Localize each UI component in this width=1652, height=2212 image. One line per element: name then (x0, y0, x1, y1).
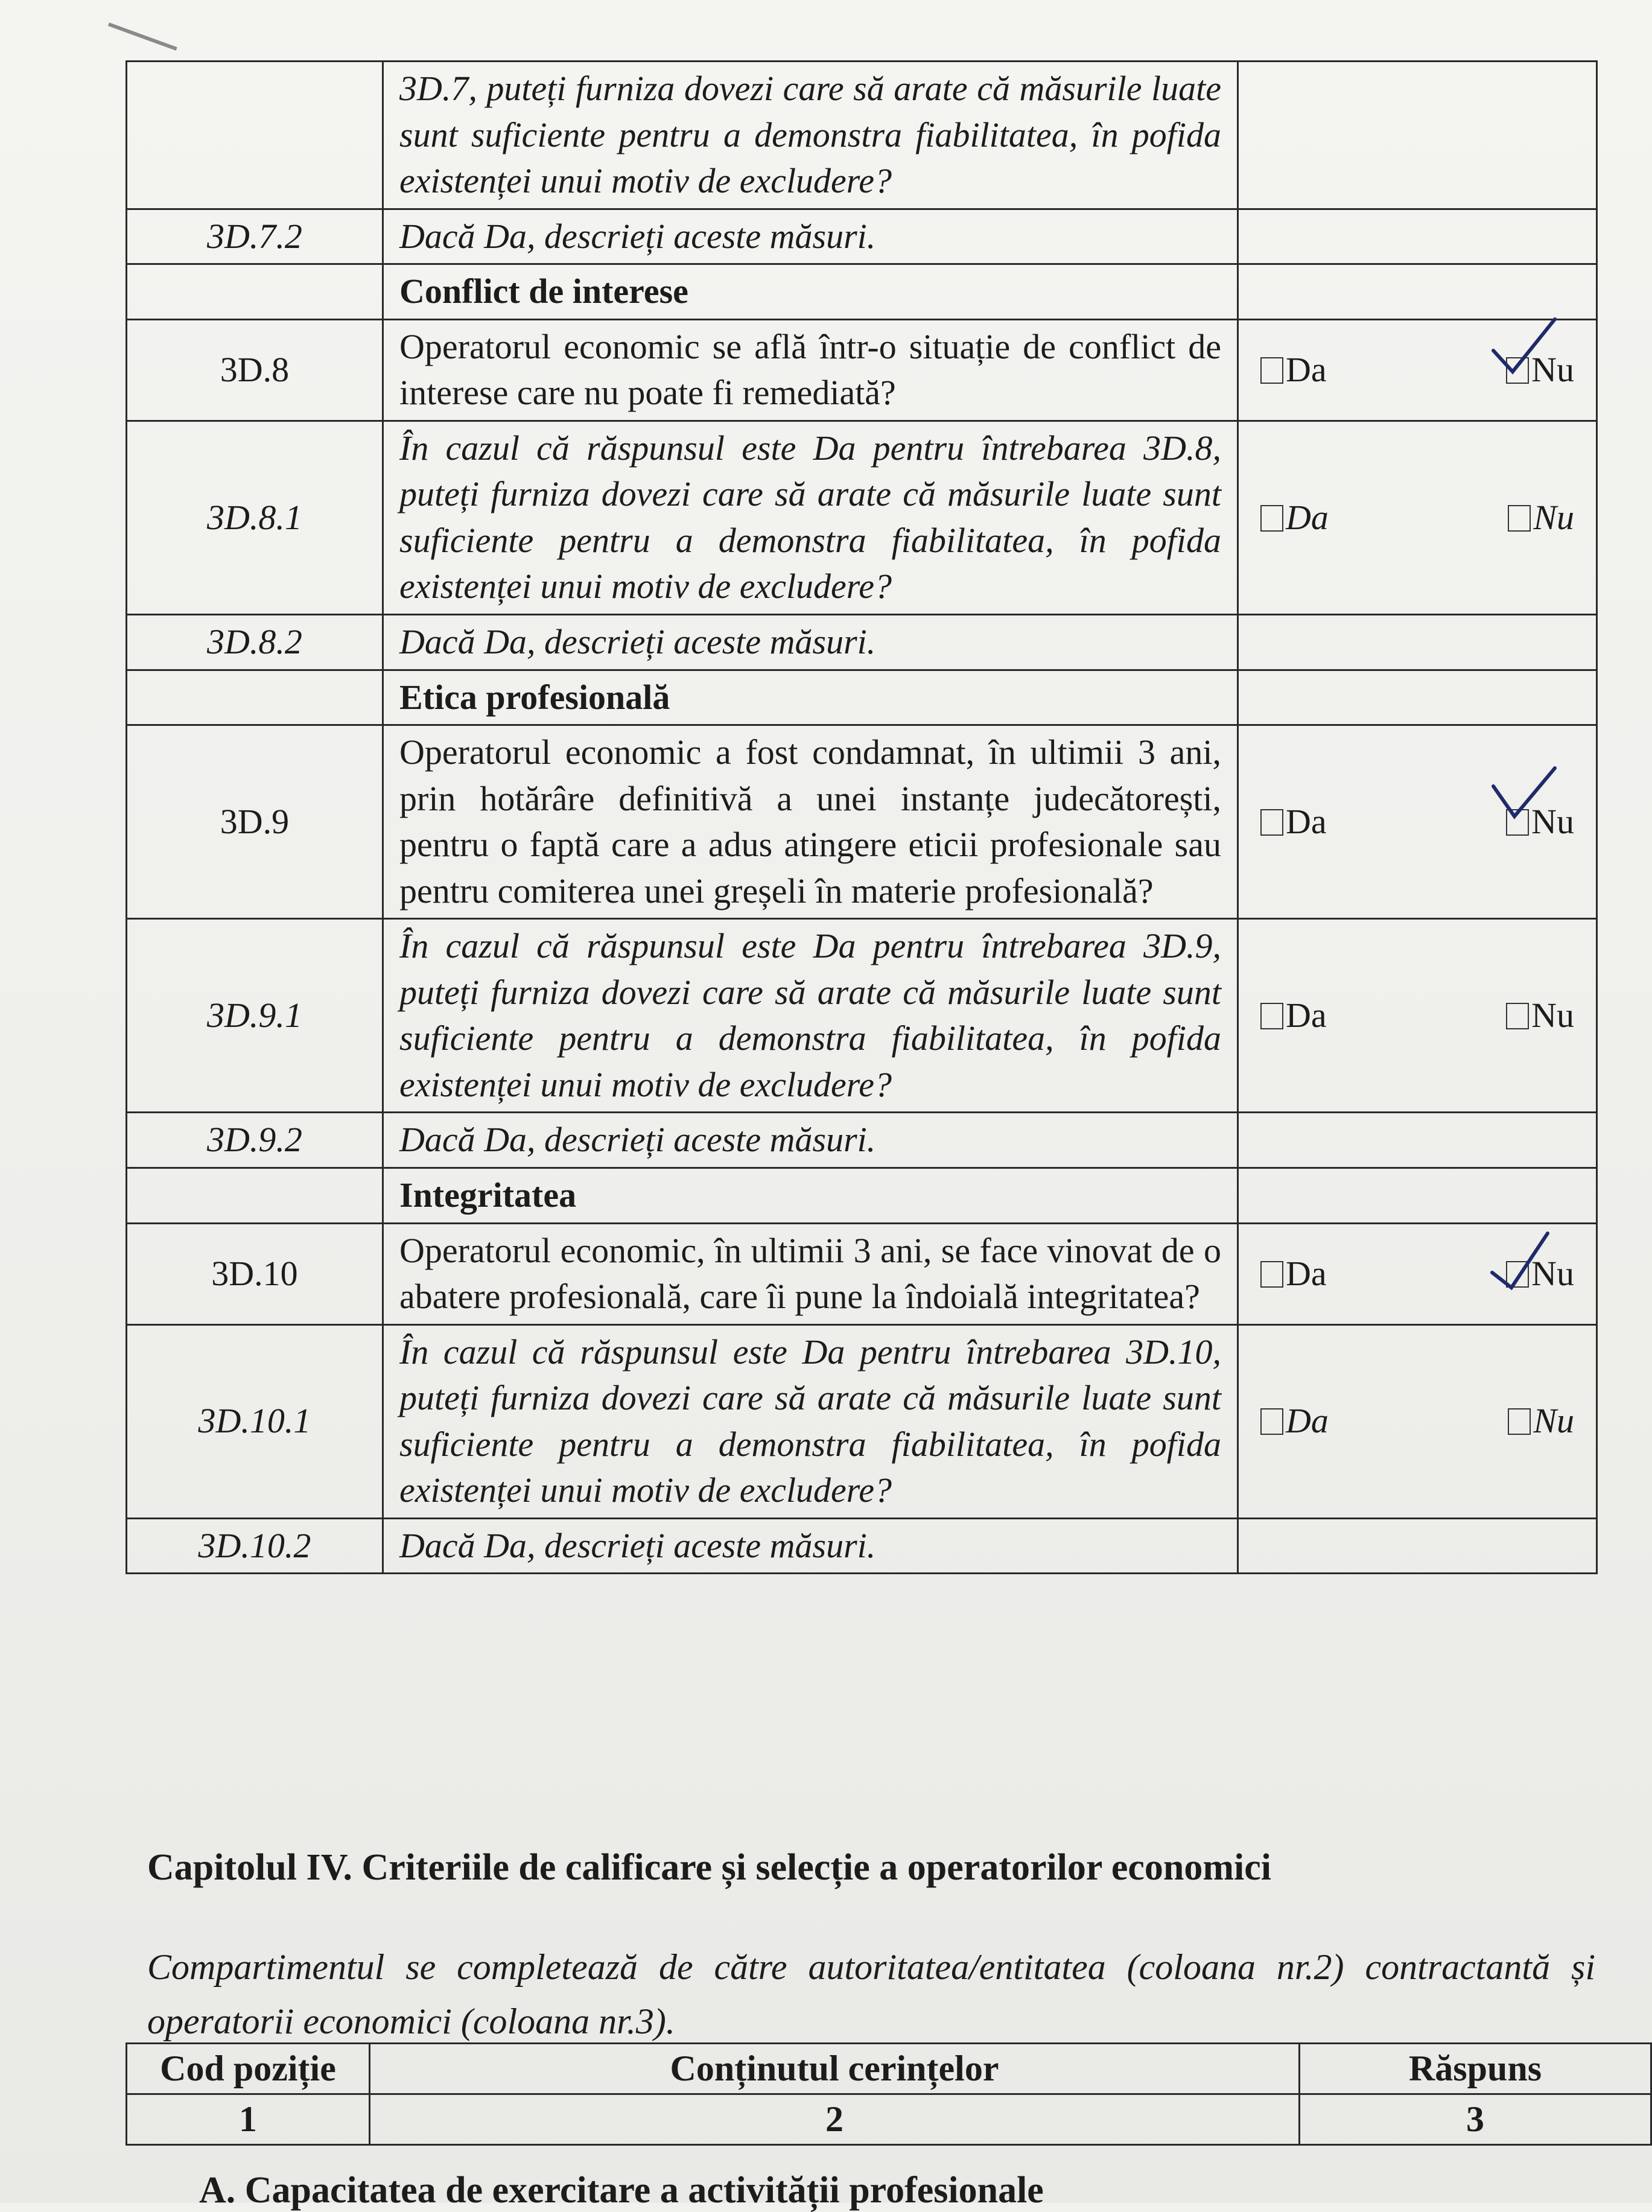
column-header: Cod poziție (127, 2044, 370, 2094)
section-heading-row (127, 264, 1597, 320)
column-header: Conținutul cerințelor (370, 2044, 1300, 2094)
no-option[interactable]: Nu (1506, 1251, 1574, 1297)
table-row (127, 919, 1597, 1113)
section-heading-row (127, 670, 1597, 725)
row-code (127, 62, 383, 209)
column-number: 2 (370, 2094, 1300, 2145)
chapter-title: Capitolul IV. Criteriile de calificare și selecție a operatorilor economici (147, 1847, 1271, 1888)
answer-cell (1238, 62, 1597, 209)
row-question: Operatorul economic se află într-o situație de conflict de interese care nu poate fi remediată? (383, 319, 1238, 421)
column-number-row (127, 2094, 1651, 2145)
yes-option[interactable]: Da (1260, 1398, 1329, 1444)
chapter-note: Compartimentul se completează de către autoritatea/entitatea (coloana nr.2) contractantă și operatorii economici (coloana nr.3). (147, 1947, 1595, 2041)
section-heading: Integritatea (383, 1168, 1238, 1224)
answer-cell (1238, 1518, 1597, 1574)
section-heading: Etica profesională (383, 670, 1238, 725)
yes-option[interactable]: Da (1260, 1251, 1327, 1297)
checkbox-icon[interactable] (1260, 1261, 1283, 1288)
table-row (127, 725, 1597, 919)
table-row (127, 1223, 1597, 1324)
row-question: În cazul că răspunsul este Da pentru întrebarea 3D.9, puteți furniza dovezi care să arate că măsurile luate sunt suficiente pentru a demonstra fiabilitatea, în pofida existenței unui motiv de excludere? (383, 919, 1238, 1113)
handwritten-check-icon (1487, 314, 1560, 381)
checkbox-icon[interactable] (1260, 357, 1283, 384)
row-question: Dacă Da, descrieți aceste măsuri. (383, 209, 1238, 264)
row-question: Dacă Da, descrieți aceste măsuri. (383, 1113, 1238, 1168)
row-code: 3D.10.2 (127, 1518, 383, 1574)
column-number: 3 (1300, 2094, 1651, 2145)
answer-cell (1238, 1113, 1597, 1168)
row-code: 3D.10 (127, 1223, 383, 1324)
no-option[interactable]: Nu (1508, 495, 1574, 541)
row-question: Dacă Da, descrieți aceste măsuri. (383, 615, 1238, 670)
checkbox-icon[interactable] (1260, 1408, 1283, 1435)
checkbox-icon[interactable] (1508, 1408, 1531, 1435)
section-heading: Conflict de interese (383, 264, 1238, 320)
yes-option[interactable]: Da (1260, 799, 1327, 845)
row-code: 3D.7.2 (127, 209, 383, 264)
checkbox-icon[interactable] (1260, 505, 1283, 532)
checkbox-icon[interactable] (1508, 505, 1531, 532)
answer-cell (1238, 725, 1597, 919)
no-option[interactable]: Nu (1506, 347, 1574, 393)
checkbox-icon[interactable] (1260, 809, 1283, 836)
table-row (127, 1324, 1597, 1518)
table-row (127, 1113, 1597, 1168)
table-row (127, 1518, 1597, 1574)
table-row (127, 421, 1597, 614)
table-row (127, 209, 1597, 264)
table-row (127, 319, 1597, 421)
no-option[interactable]: Nu (1506, 993, 1574, 1039)
answer-cell (1238, 319, 1597, 421)
row-question: Operatorul economic, în ultimii 3 ani, se face vinovat de o abatere profesională, care îi pune la îndoială integritatea? (383, 1223, 1238, 1324)
row-code: 3D.9.2 (127, 1113, 383, 1168)
table-row (127, 615, 1597, 670)
section-heading-row (127, 1168, 1597, 1224)
answer-cell (1238, 615, 1597, 670)
column-header: Răspuns (1300, 2044, 1651, 2094)
row-code: 3D.9 (127, 725, 383, 919)
column-number: 1 (127, 2094, 370, 2145)
row-code: 3D.10.1 (127, 1324, 383, 1518)
answer-cell (1238, 1223, 1597, 1324)
answer-cell (1238, 919, 1597, 1113)
handwritten-check-icon (1487, 762, 1560, 828)
yes-option[interactable]: Da (1260, 347, 1327, 393)
row-question: 3D.7, puteți furniza dovezi care să arate că măsurile luate sunt suficiente pentru a demonstra fiabilitatea, în pofida existenței unui motiv de excludere? (383, 62, 1238, 209)
table-row (127, 62, 1597, 209)
handwritten-check-icon (1487, 1230, 1560, 1297)
row-question: Dacă Da, descrieți aceste măsuri. (383, 1518, 1238, 1574)
row-code: 3D.8 (127, 319, 383, 421)
row-code: 3D.9.1 (127, 919, 383, 1113)
answer-cell (1238, 209, 1597, 264)
qualification-table (125, 2042, 1652, 2146)
table-header-row (127, 2044, 1651, 2094)
checkbox-icon[interactable] (1506, 1003, 1529, 1029)
exclusion-questions-table (125, 60, 1598, 1574)
no-option[interactable]: Nu (1508, 1398, 1574, 1444)
row-question: În cazul că răspunsul este Da pentru întrebarea 3D.8, puteți furniza dovezi care să arate că măsurile luate sunt suficiente pentru a demonstra fiabilitatea, în pofida existenței unui motiv de excludere? (383, 421, 1238, 614)
answer-cell (1238, 1324, 1597, 1518)
yes-option[interactable]: Da (1260, 993, 1327, 1039)
yes-option[interactable]: Da (1260, 495, 1329, 541)
row-code: 3D.8.2 (127, 615, 383, 670)
paper-clip-icon (108, 0, 194, 51)
row-question: În cazul că răspunsul este Da pentru întrebarea 3D.10, puteți furniza dovezi care să arate că măsurile luate sunt suficiente pentru a demonstra fiabilitatea, în pofida existenței unui motiv de excludere? (383, 1324, 1238, 1518)
row-question: Operatorul economic a fost condamnat, în ultimii 3 ani, prin hotărâre definitivă a unei instanțe judecătorești, pentru o faptă care a adus atingere eticii profesionale sau pentru comiterea unei greșeli în materie profesională? (383, 725, 1238, 919)
answer-cell (1238, 421, 1597, 614)
row-code: 3D.8.1 (127, 421, 383, 614)
checkbox-icon[interactable] (1260, 1003, 1283, 1029)
no-option[interactable]: Nu (1506, 799, 1574, 845)
section-label: A. Capacitatea de exercitare a activității profesionale (199, 2170, 1044, 2211)
